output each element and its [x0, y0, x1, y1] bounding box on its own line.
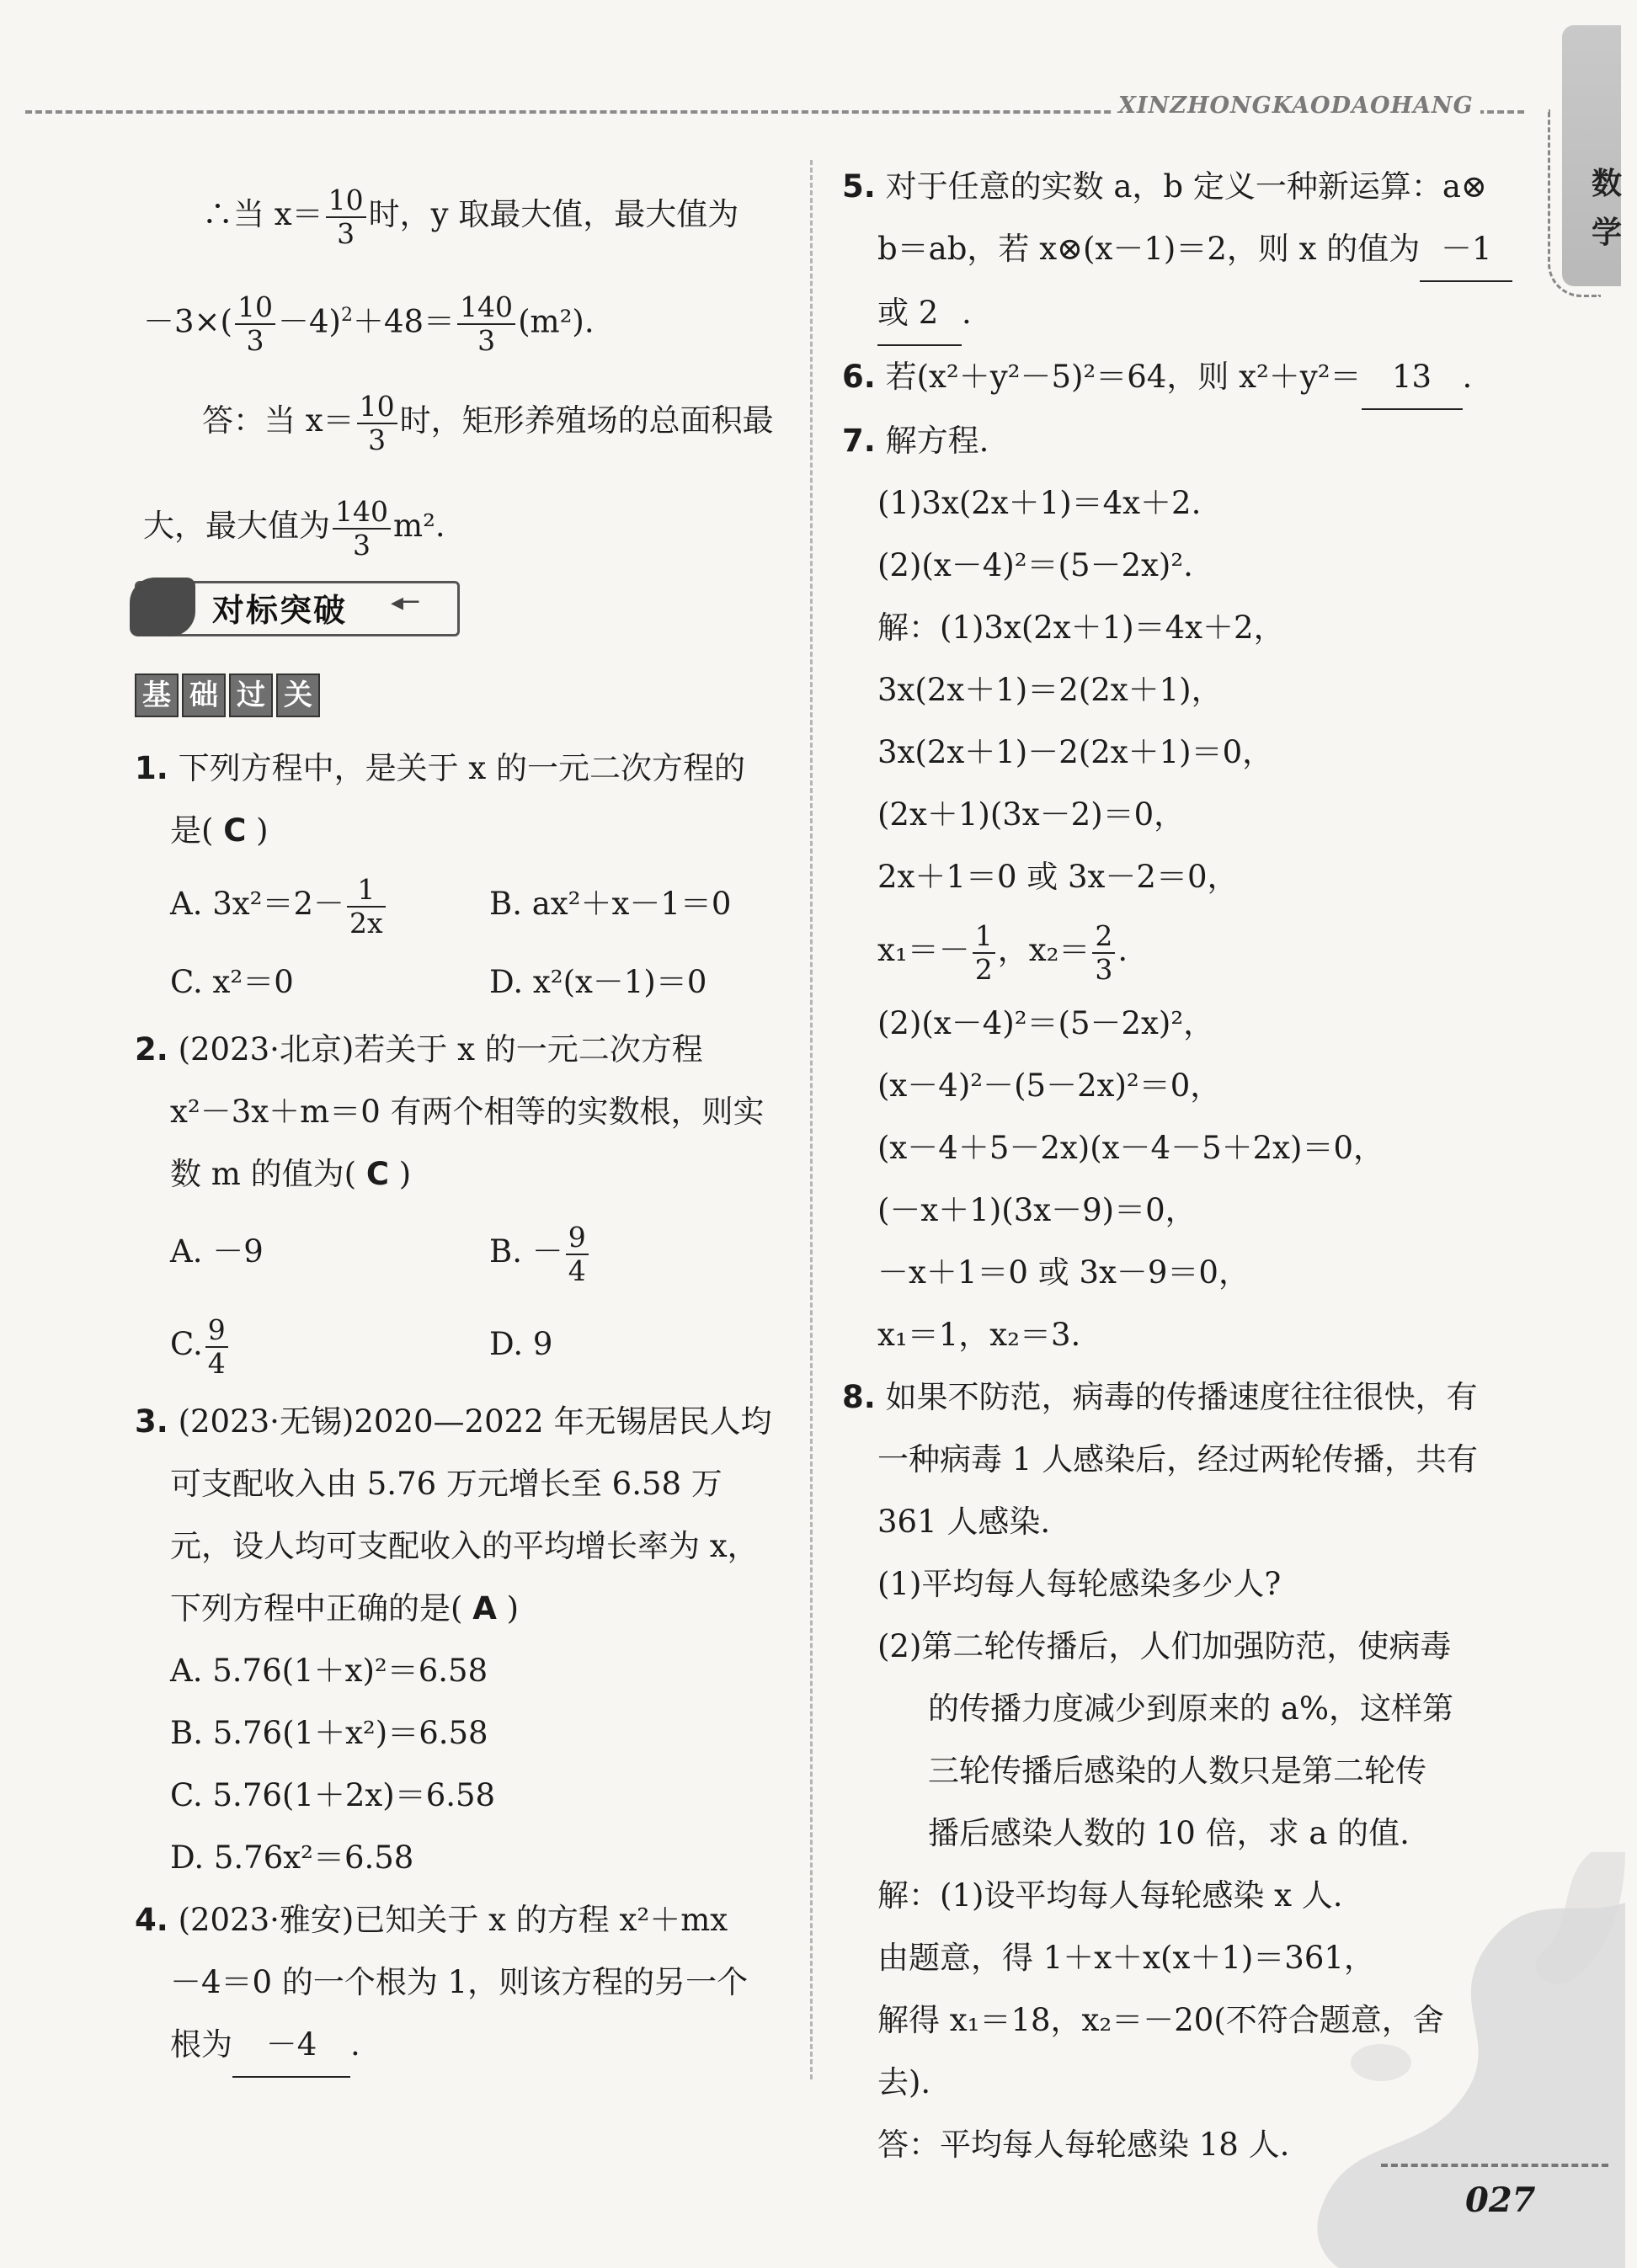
option-a: A. －9 — [170, 1233, 264, 1270]
question-2-options-row-2 — [135, 1298, 808, 1391]
solution-line: 解：(1)3x(2x＋1)＝4x＋2， — [877, 610, 1285, 646]
left-questions — [135, 737, 808, 2078]
question-5-stem-2: b＝ab，若 x⊗(x－1)＝2，则 x 的值为 －1 — [842, 218, 1516, 282]
solution-line: (1)3x(2x＋1)＝4x＋2. — [877, 485, 1202, 521]
solution-line: 解得 x₁＝18，x₂＝－20(不符合题意，舍 — [877, 2002, 1444, 2038]
solution-line: x₁＝1，x₂＝3. — [877, 1317, 1081, 1353]
question-2-stem: 2. (2023·北京)若关于 x 的一元二次方程 — [135, 1031, 703, 1067]
solution-line: 3x(2x＋1)＝2(2x＋1)， — [877, 672, 1223, 708]
question-7-stem: 7. 解方程. — [842, 423, 989, 459]
solution-line: 2x＋1＝0 或 3x－2＝0， — [877, 859, 1239, 895]
question-3-stem-4: 下列方程中正确的是( A ) — [170, 1590, 520, 1626]
question-4-stem-3: 根为 －4 . — [135, 2014, 808, 2078]
question-3-stem-2: 可支配收入由 5.76 万元增长至 6.58 万 — [170, 1466, 723, 1502]
solution-line-2: －3×( $\frac{10}{3}$ －4)$^2$＋48＝ $\frac{140}{3}$ (m²). — [143, 290, 595, 357]
subsection-tag: 基 础 过 关 — [135, 673, 320, 717]
question-8-stem: 8. 如果不防范，病毒的传播速度往往很快，有 — [842, 1379, 1478, 1415]
option-a: A. 3x²＝2－ $\frac{1}{2x}$ — [170, 862, 489, 946]
question-1-stem-2: 是( C ) — [170, 812, 269, 849]
answer-line-1: 答：当 x＝ $\frac{10}{3}$ 时，矩形养殖场的总面积最 — [202, 389, 774, 456]
option-c: C. x²＝0 — [170, 964, 294, 1000]
target-icon — [130, 578, 195, 636]
option-c: C. $\frac{9}{4}$ — [170, 1298, 489, 1391]
option-d: D. 9 — [489, 1326, 553, 1362]
solution-line: (－x＋1)(3x－9)＝0， — [877, 1192, 1197, 1228]
solution-line: (2x＋1)(3x－2)＝0， — [877, 796, 1186, 833]
answer-line-2: 大，最大值为 $\frac{140}{3}$ m². — [143, 494, 445, 562]
solution-line: 3x(2x＋1)－2(2x＋1)＝0， — [877, 734, 1274, 770]
option-d: D. x²(x－1)＝0 — [489, 964, 707, 1000]
question-4-stem-2: －4＝0 的一个根为 1，则该方程的另一个 — [170, 1964, 749, 2000]
solution-line: 答：平均每人每轮感染 18 人. — [877, 2127, 1290, 2163]
left-column — [143, 168, 800, 581]
question-8-line: 361 人感染. — [877, 1504, 1051, 1540]
question-8-part-2: (2)第二轮传播后，人们加强防范，使病毒 — [877, 1628, 1452, 1664]
running-title: XINZHONGKAODAOHANG — [1112, 93, 1480, 119]
fraction: $\frac{10}{3}$ — [326, 184, 366, 250]
question-2-options-row-1 — [135, 1206, 808, 1298]
option-d: D. 5.76x²＝6.58 — [170, 1839, 414, 1876]
option-b: B. 5.76(1＋x²)＝6.58 — [170, 1715, 488, 1751]
solution-line: (2)(x－4)²＝(5－2x)²， — [877, 1005, 1215, 1041]
fraction: $\frac{10}{3}$ — [235, 291, 275, 357]
question-8-line: 三轮传播后感染的人数只是第二轮传 — [928, 1753, 1426, 1789]
arrow-icon: ◂─ — [391, 588, 419, 617]
question-2-stem-2: x²－3x＋m＝0 有两个相等的实数根，则实 — [170, 1094, 765, 1130]
question-6-stem: 6. 若(x²＋y²－5)²＝64，则 x²＋y²＝ 13 . — [842, 346, 1516, 410]
question-8-line: 播后感染人数的 10 倍，求 a 的值. — [928, 1815, 1410, 1851]
answer-choice: A — [472, 1590, 497, 1626]
solution-line: (x－4)²－(5－2x)²＝0， — [877, 1067, 1222, 1104]
side-tab-label: 数学 — [1592, 167, 1623, 250]
answer-blank: 13 — [1362, 346, 1463, 410]
solution-line: 由题意，得 1＋x＋x(x＋1)＝361， — [877, 1940, 1375, 1976]
question-8-line: 一种病毒 1 人感染后，经过两轮传播，共有 — [877, 1441, 1479, 1477]
answer-choice: C — [365, 1156, 389, 1192]
section-title: 对标突破 — [212, 592, 348, 629]
question-3-stem: 3. (2023·无锡)2020—2022 年无锡居民人均 — [135, 1403, 772, 1440]
option-a: A. 5.76(1＋x)²＝6.58 — [170, 1653, 488, 1689]
solution-line: 解：(1)设平均每人每轮感染 x 人. — [877, 1877, 1343, 1914]
solution-line: －x＋1＝0 或 3x－9＝0， — [877, 1254, 1250, 1291]
fraction: $\frac{10}{3}$ — [357, 391, 397, 456]
answer-blank: 或 2 — [877, 282, 962, 346]
answer-blank: －1 — [1420, 218, 1512, 282]
question-3-stem-3: 元，设人均可支配收入的平均增长率为 x， — [170, 1528, 759, 1564]
solution-line: 去). — [877, 2064, 931, 2100]
solution-line: (2)(x－4)²＝(5－2x)². — [877, 547, 1193, 583]
solution-line: (x－4＋5－2x)(x－4－5＋2x)＝0， — [877, 1130, 1384, 1166]
question-2-stem-3: 数 m 的值为( C ) — [170, 1156, 412, 1192]
fraction: $\frac{1}{2x}$ — [347, 874, 386, 940]
option-b: B. － $\frac{9}{4}$ — [489, 1206, 808, 1298]
solution-line-1: ∴当 x＝ $\frac{10}{3}$ 时，y 取最大值，最大值为 — [202, 183, 739, 250]
fraction: $\frac{2}{3}$ — [1092, 920, 1115, 986]
fraction: $\frac{140}{3}$ — [333, 496, 391, 562]
fraction: $\frac{140}{3}$ — [457, 291, 515, 357]
question-1-options-row-2 — [135, 946, 808, 1019]
fraction: $\frac{9}{4}$ — [566, 1222, 589, 1287]
question-5-stem-3: 或 2 . — [842, 282, 1516, 346]
decorative-splash — [1272, 1852, 1625, 2268]
solution-roots: x₁＝－ $\frac{1}{2}$ ，x₂＝ $\frac{2}{3}$ . — [877, 918, 1128, 986]
question-5-stem: 5. 对于任意的实数 a，b 定义一种新运算：a⊗ — [842, 168, 1487, 205]
question-1-options-row-1 — [135, 862, 808, 946]
question-4-stem: 4. (2023·雅安)已知关于 x 的方程 x²＋mx — [135, 1902, 728, 1938]
footer-dashed-rule — [1381, 2164, 1608, 2167]
fraction: $\frac{9}{4}$ — [205, 1314, 228, 1380]
answer-blank: －4 — [232, 2014, 350, 2078]
column-divider — [810, 160, 813, 2079]
page-number: 027 — [1465, 2180, 1536, 2220]
option-c: C. 5.76(1＋2x)＝6.58 — [170, 1777, 496, 1813]
question-1-stem: 1. 下列方程中，是关于 x 的一元二次方程的 — [135, 750, 745, 786]
question-8-part-1: (1)平均每人每轮感染多少人? — [877, 1566, 1282, 1602]
option-b: B. ax²＋x－1＝0 — [489, 886, 732, 922]
section-banner — [135, 581, 455, 635]
question-8-line: 的传播力度减少到原来的 a%，这样第 — [928, 1690, 1453, 1727]
answer-choice: C — [223, 812, 247, 849]
fraction: $\frac{1}{2}$ — [973, 920, 995, 986]
